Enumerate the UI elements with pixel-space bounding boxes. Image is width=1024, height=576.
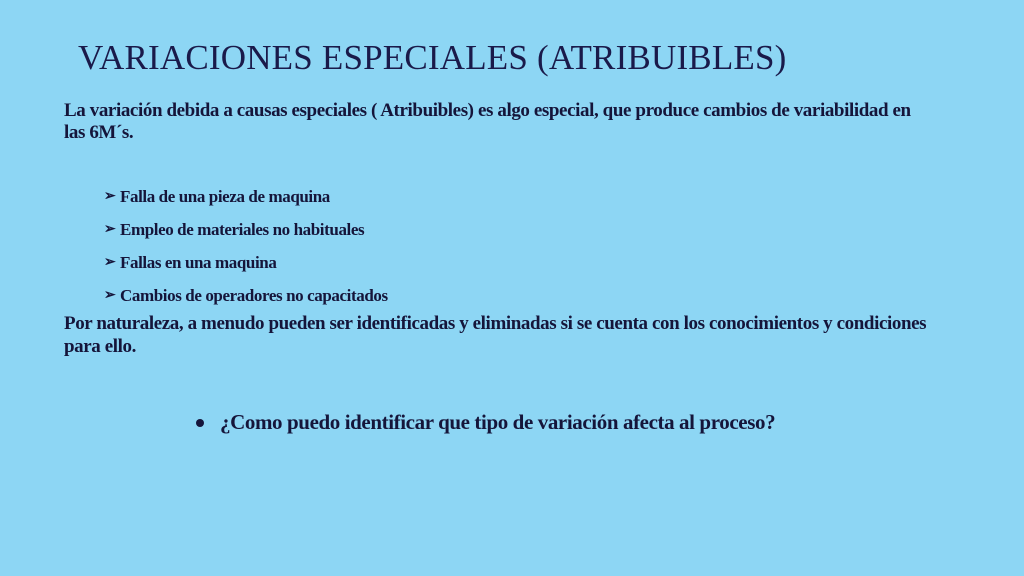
- bullet-dot-icon: [196, 419, 204, 427]
- question-text: ¿Como puedo identificar que tipo de variación afecta al proceso?: [220, 410, 776, 434]
- slide-title: VARIACIONES ESPECIALES (ATRIBUIBLES): [78, 38, 787, 77]
- arrow-bullet-icon: ➢: [104, 188, 116, 204]
- list-item-text: Fallas en una maquina: [120, 252, 277, 272]
- list-item: [104, 180, 388, 213]
- list-item: [104, 213, 388, 246]
- list-item: [104, 246, 388, 279]
- intro-paragraph: La variación debida a causas especiales ( Atribuibles) es algo especial, que produce cambios de variabilidad en las 6M´s.: [64, 100, 911, 143]
- bullet-list: [104, 180, 388, 312]
- list-item: [104, 279, 388, 312]
- arrow-bullet-icon: ➢: [104, 287, 116, 303]
- list-item-text: Falla de una pieza de maquina: [120, 186, 330, 206]
- list-item-text: Cambios de operadores no capacitados: [120, 285, 388, 305]
- arrow-bullet-icon: ➢: [104, 254, 116, 270]
- question-bullet: [196, 410, 775, 435]
- list-item-text: Empleo de materiales no habituales: [120, 219, 365, 239]
- arrow-bullet-icon: ➢: [104, 221, 116, 237]
- closing-paragraph: Por naturaleza, a menudo pueden ser identificadas y eliminadas si se cuenta con los conocimientos y condiciones para ello.: [64, 313, 927, 357]
